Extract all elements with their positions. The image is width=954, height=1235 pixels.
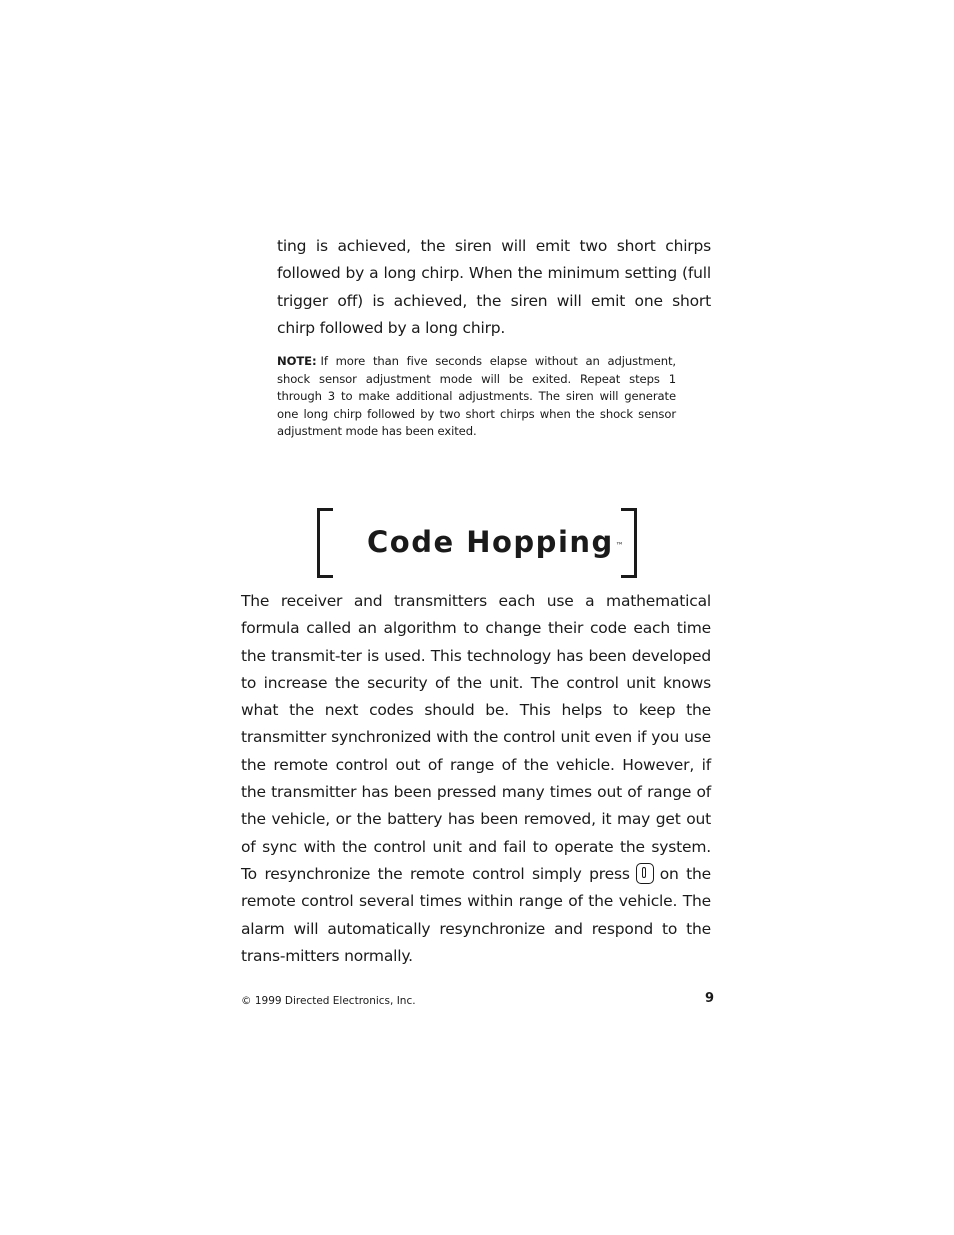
note-label: NOTE: <box>277 354 317 368</box>
note-text: If more than five seconds elapse without an adjustment, shock sensor adjustment mode will be exited. Repeat steps 1 through 3 to make additional adjustments. The siren will generate one long chirp followed by two short chirps when the shock sensor adjustment mode has been exited. <box>277 354 676 438</box>
section-title-text: Code Hopping <box>367 525 614 559</box>
remote-button-icon <box>636 863 654 884</box>
footer-copyright: © 1999 Directed Electronics, Inc. <box>241 995 416 1007</box>
page-number: 9 <box>704 991 714 1006</box>
body-text-after-button: on the remote control several times within range of the vehicle. The alarm will automatically resynchronize and respond to the trans-mitters normally. <box>241 864 711 965</box>
note-block <box>277 353 676 441</box>
section-title <box>367 524 624 560</box>
trademark-mark: ™ <box>615 541 624 550</box>
body-paragraph <box>241 588 711 970</box>
body-text-before-button: The receiver and transmitters each use a mathematical formula called an algorithm to change their code each time the transmit-ter is used. This technology has been developed to increase the security of the unit. The control unit knows what the next codes should be. This helps to keep the transmitter synchronized with the control unit even if you use the remote control out of range of the vehicle. However, if the transmitter has been pressed many times out of range of the vehicle, or the battery has been removed, it may get out of sync with the control unit and fail to operate the system. To resynchronize the remote control simply press <box>241 592 711 883</box>
continued-paragraph: ting is achieved, the siren will emit two short chirps followed by a long chirp. When the minimum setting (full trigger off) is achieved, the siren will emit one short chirp followed by a long chirp. <box>277 237 711 337</box>
section-heading-frame <box>317 508 637 578</box>
left-bracket <box>317 508 333 578</box>
